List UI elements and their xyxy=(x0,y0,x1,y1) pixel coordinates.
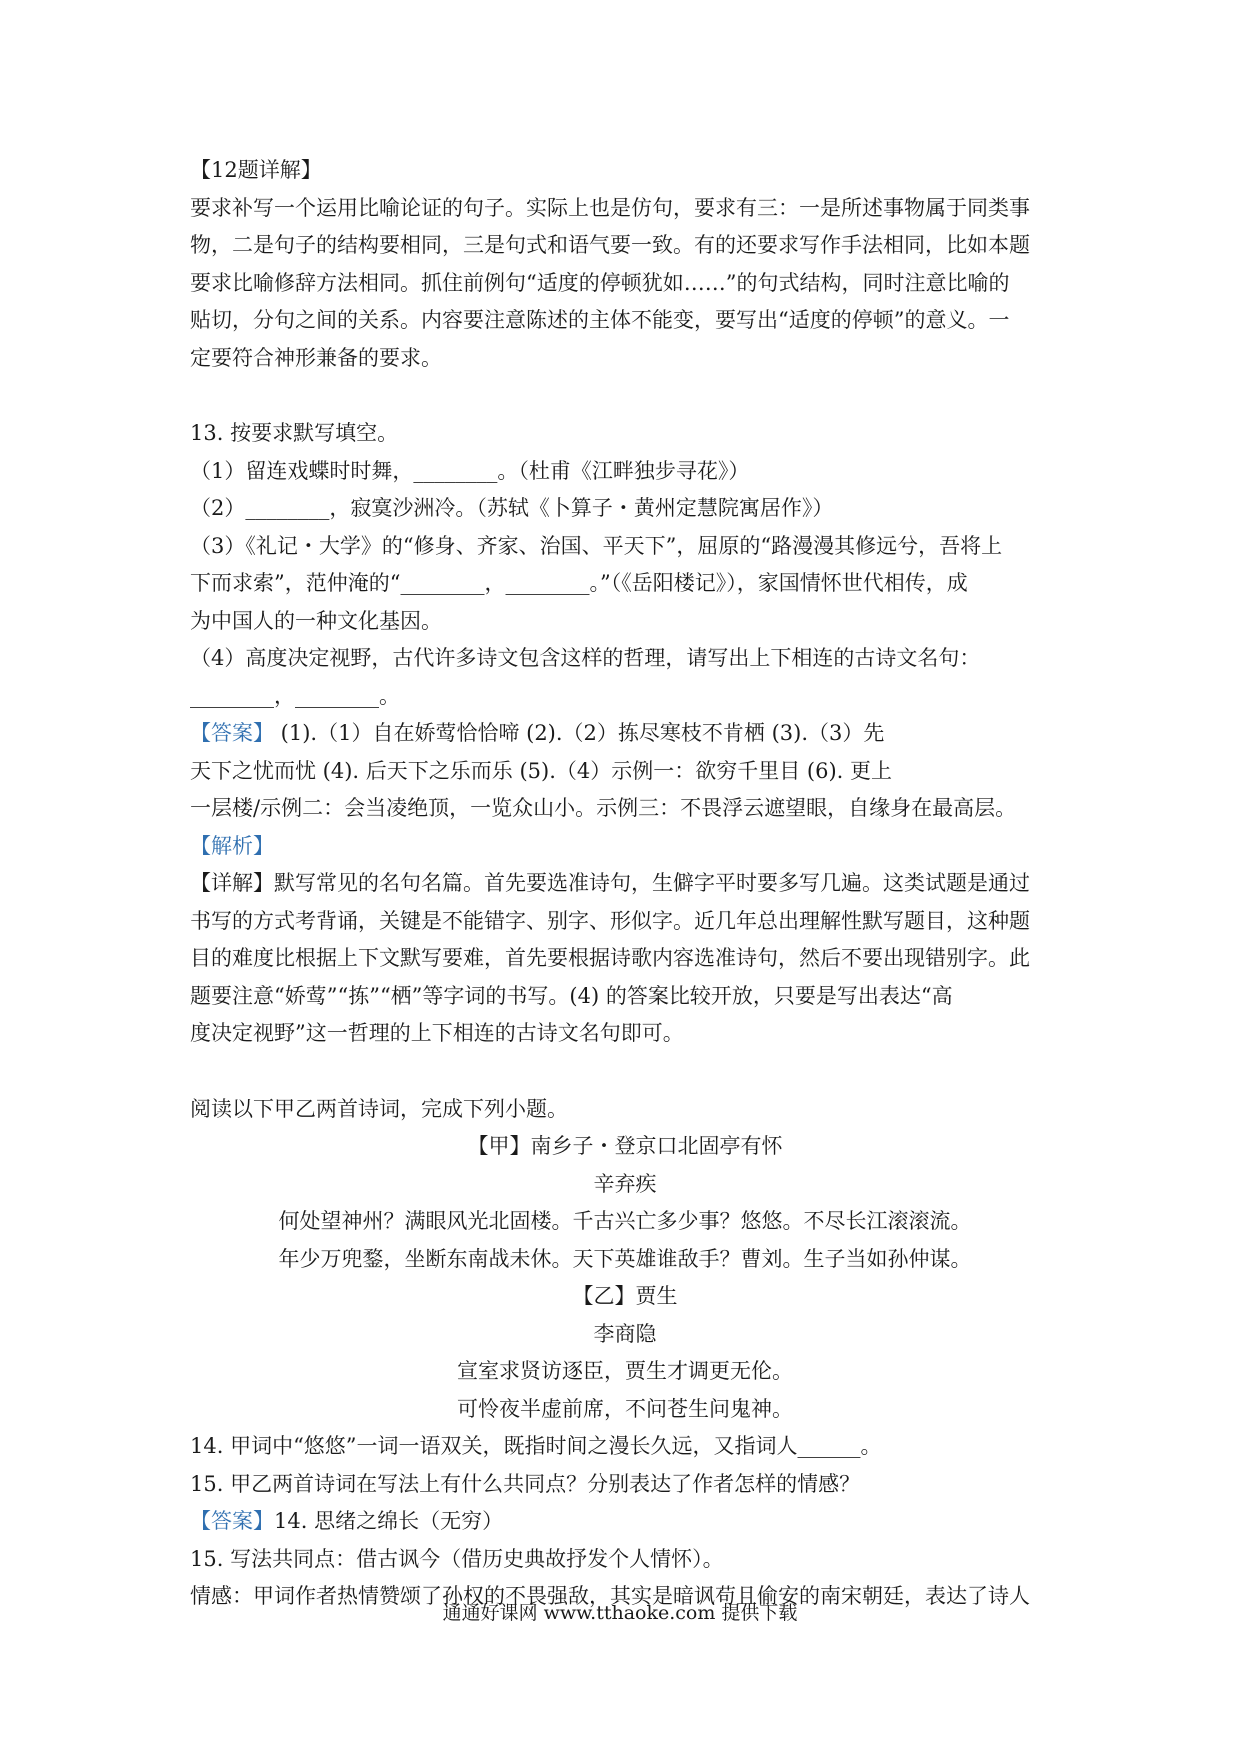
detail-line: 目的难度比根据上下文默写要难，首先要根据诗歌内容选准诗句，然后不要出现错别字。此 xyxy=(190,946,1030,970)
detail-line: 书写的方式考背诵，关键是不能错字、别字、形似字。近几年总出理解性默写题目，这种题 xyxy=(190,908,1030,933)
question-item: （2）________，寂寞沙洲冷。（苏轼《卜算子・黄州定慧院寓居作》） xyxy=(190,496,834,520)
question-13-items xyxy=(190,453,1060,716)
spacer xyxy=(190,1053,1060,1091)
detail-line: 度决定视野”这一哲理的上下相连的古诗文名句即可。 xyxy=(190,1021,684,1045)
answer-line: 天下之忧而忧 (4). 后天下之乐而乐 (5).（4）示例一：欲穷千里目 (6). 更上 xyxy=(190,758,893,783)
reading-intro: 阅读以下甲乙两首诗词，完成下列小题。 xyxy=(190,1096,568,1121)
detail-line: 【详解】默写常见的名句名篇。首先要选准诗句，生僻字平时要多写几遍。这类试题是通过 xyxy=(190,871,1030,895)
section12-paragraph xyxy=(190,190,1060,378)
paragraph-line: 要求补写一个运用比喻论证的句子。实际上也是仿句，要求有三：一是所述事物属于同类事 xyxy=(190,195,1030,220)
answer-line: 一层楼/示例二：会当凌绝顶，一览众山小。示例三：不畏浮云遮望眼，自缘身在最高层。 xyxy=(190,796,1017,820)
poem-line: 年少万兜鍪，坐断东南战未休。天下英雄谁敌手？曹刘。生子当如孙仲谋。 xyxy=(278,1246,972,1271)
document-body xyxy=(190,152,1060,1616)
paragraph-line: 物，二是句子的结构要相同，三是句式和语气要一致。有的还要求写作手法相同，比如本题 xyxy=(190,233,1030,257)
answer-label: 【答案】 xyxy=(190,1509,274,1533)
question-item: 为中国人的一种文化基因。 xyxy=(190,608,442,633)
answer-line: (1).（1）自在娇莺恰恰啼 (2).（2）拣尽寒枝不肯栖 (3).（3）先 xyxy=(274,721,885,745)
answer-block-13 xyxy=(190,715,1060,753)
paragraph-line: 定要符合神形兼备的要求。 xyxy=(190,345,442,370)
poem-jia xyxy=(190,1128,1060,1278)
analysis-label: 【解析】 xyxy=(190,833,274,858)
poem-yi xyxy=(190,1278,1060,1428)
poem-line: 何处望神州？满眼风光北固楼。千古兴亡多少事？悠悠。不尽长江滚滚流。 xyxy=(278,1209,972,1233)
poem-line: 可怜夜半虚前席，不问苍生问鬼神。 xyxy=(457,1396,793,1421)
poem-author: 李商隐 xyxy=(593,1321,657,1346)
paragraph-line: 要求比喻修辞方法相同。抓住前例句“适度的停顿犹如……”的句式结构，同时注意比喻的 xyxy=(190,270,1010,295)
detail-paragraph xyxy=(190,865,1060,1053)
question-item: 下而求索”，范仲淹的“________，________。”（《岳阳楼记》），家国情怀世代相传，成 xyxy=(190,571,968,595)
question-15: 15. 甲乙两首诗词在写法上有什么共同点？分别表达了作者怎样的情感？ xyxy=(190,1471,861,1496)
question-item: （1）留连戏蝶时时舞，________。（杜甫《江畔独步寻花》） xyxy=(190,458,750,483)
section-heading: 【12题详解】 xyxy=(190,158,322,182)
answer-15-emotion: 情感：甲词作者热情赞颂了孙权的不畏强敌，其实是暗讽苟且偷安的南宋朝廷，表达了诗人 xyxy=(190,1584,1030,1608)
page-footer: 通通好课网 www.tthaoke.com 提供下载 xyxy=(442,1602,798,1624)
question-item: ________，________。 xyxy=(190,683,400,708)
question-item: （4）高度决定视野，古代许多诗文包含这样的哲理，请写出上下相连的古诗文名句： xyxy=(190,646,981,670)
answer-label: 【答案】 xyxy=(190,721,274,745)
poem-author: 辛弃疾 xyxy=(593,1171,657,1196)
answer-15: 15. 写法共同点：借古讽今（借历史典故抒发个人情怀）。 xyxy=(190,1546,724,1571)
detail-line: 题要注意“娇莺”“拣”“栖”等字词的书写。(4) 的答案比较开放，只要是写出表达“高 xyxy=(190,983,953,1008)
question-item: （3）《礼记・大学》的“修身、齐家、治国、平天下”，屈原的“路漫漫其修远兮，吾将上 xyxy=(190,533,1003,558)
poem-title: 【甲】南乡子・登京口北固亭有怀 xyxy=(467,1134,783,1158)
poem-line: 宣室求贤访逐臣，贾生才调更无伦。 xyxy=(457,1359,793,1383)
question-13-title: 13. 按要求默写填空。 xyxy=(190,421,399,445)
spacer xyxy=(190,377,1060,415)
poem-title: 【乙】贾生 xyxy=(572,1284,678,1308)
paragraph-line: 贴切，分句之间的关系。内容要注意陈述的主体不能变，要写出“适度的停顿”的意义。一 xyxy=(190,308,1010,332)
answer-block-14 xyxy=(190,1503,1060,1541)
question-14: 14. 甲词中“悠悠”一词一语双关，既指时间之漫长久远，又指词人______。 xyxy=(190,1434,882,1458)
answer-14: 14. 思绪之绵长（无穷） xyxy=(274,1509,504,1533)
